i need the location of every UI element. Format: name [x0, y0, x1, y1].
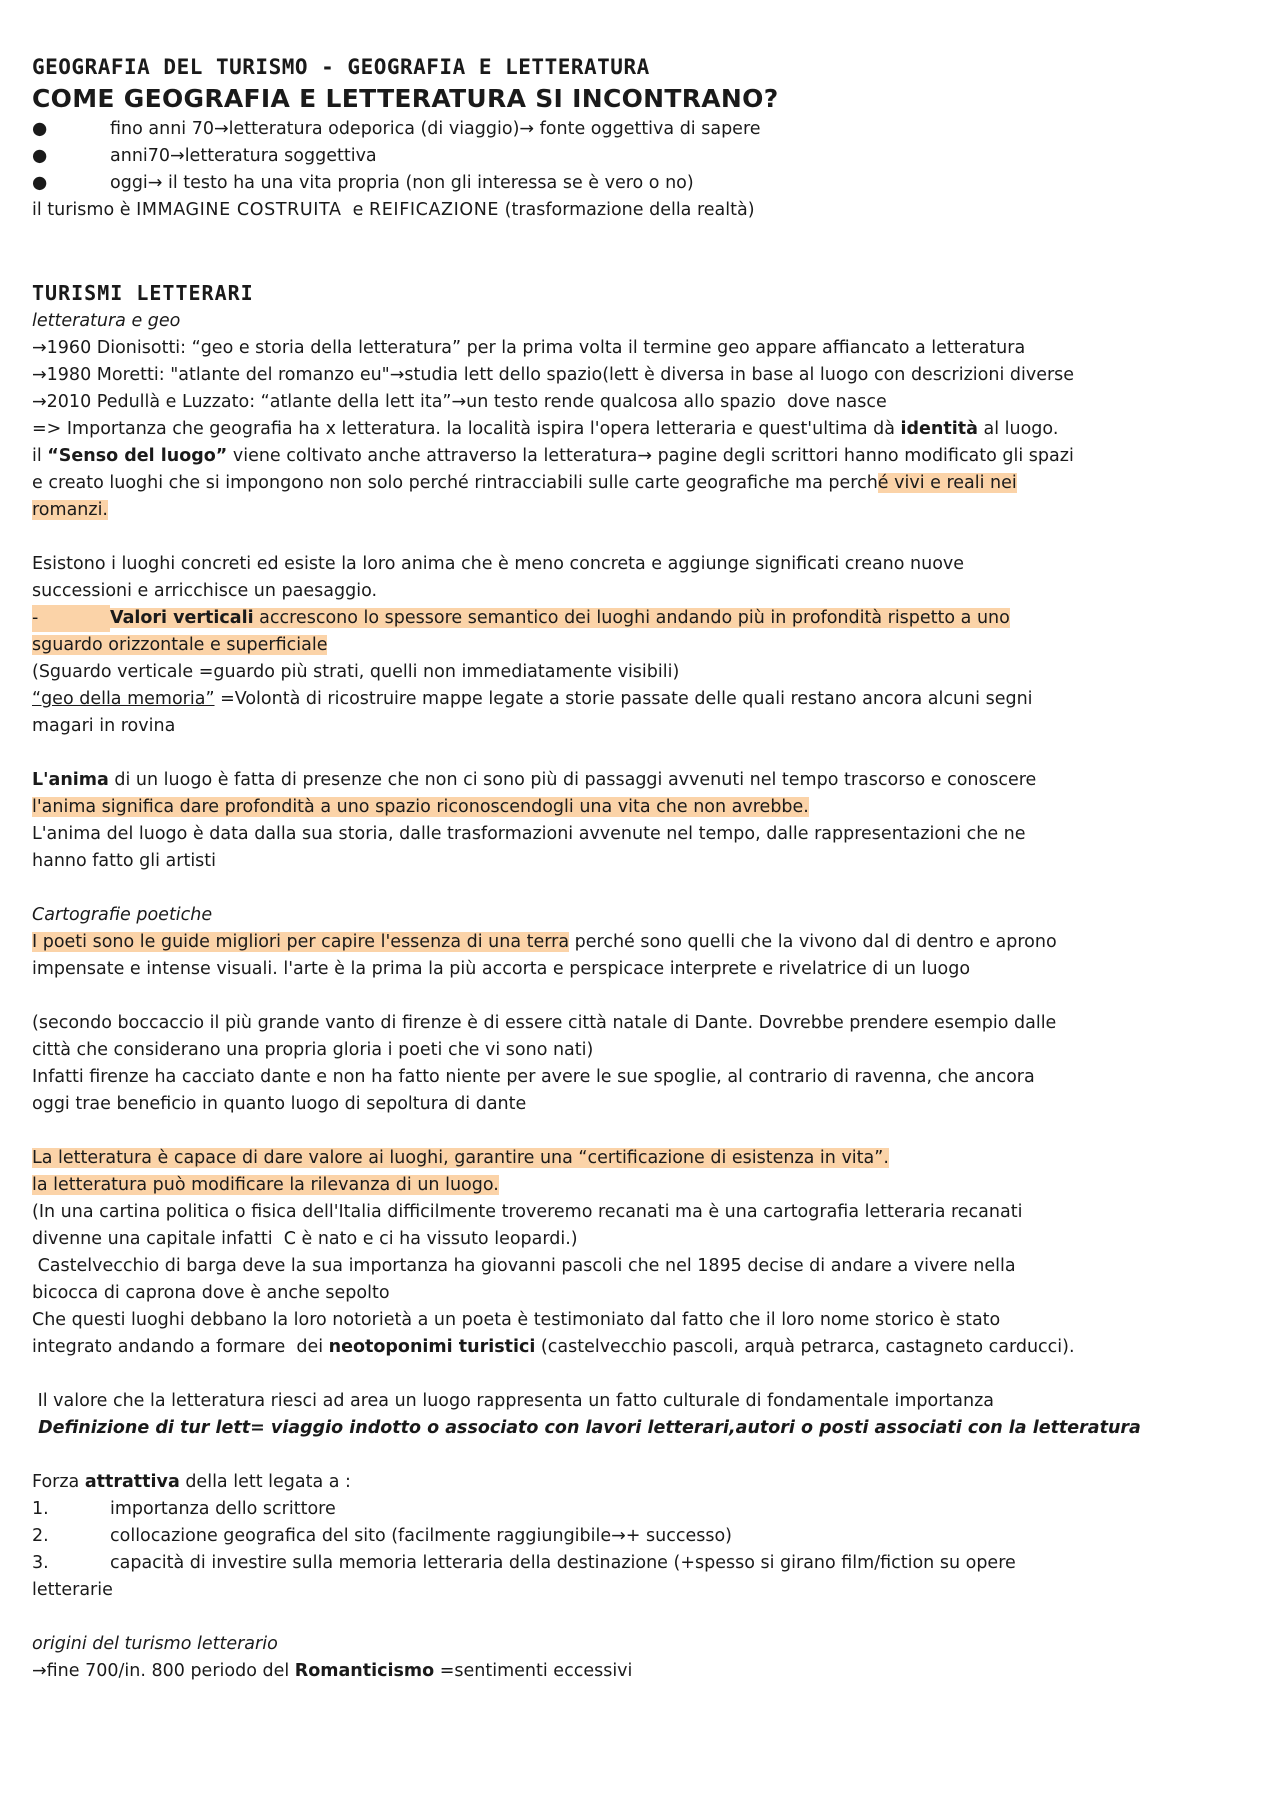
paragraph-line: →1960 Dionisotti: “geo e storia della letteratura” per la prima volta il termine geo appare affiancato a letteratura — [32, 338, 1026, 358]
paragraph-line: (secondo boccaccio il più grande vanto di firenze è di essere città natale di Dante. Dovrebbe prendere esempio dalle — [32, 1013, 1057, 1033]
bullet-text: oggi→ il testo ha una vita propria (non gli interessa se è vero o no) — [110, 173, 694, 193]
paragraph-line: divenne una capitale infatti C è nato e ci ha vissuto leopardi.) — [32, 1229, 578, 1249]
highlighted-text: accrescono lo spessore semantico dei luoghi andando più in profondità rispetto a uno — [253, 608, 1010, 628]
intro-bullet — [32, 170, 1248, 197]
document-topic-heading: GEOGRAFIA DEL TURISMO - GEOGRAFIA E LETTERATURA — [32, 55, 650, 79]
highlighted-text: é vivi e reali nei — [877, 473, 1017, 493]
reificazione-term: REIFICAZIONE — [369, 200, 500, 220]
item-text: collocazione geografica del sito (facilmente raggiungibile→+ successo) — [110, 1526, 733, 1546]
text-run: di un luogo è fatta di presenze che non ci sono più di passaggi avvenuti nel tempo trascorso e conoscere — [108, 770, 1037, 790]
paragraph-line — [32, 632, 1248, 659]
item-number: 2. — [32, 1526, 49, 1546]
paragraph-line — [32, 1469, 1248, 1496]
subtitle-letteratura-e-geo: letteratura e geo — [32, 311, 181, 331]
item-text: importanza dello scrittore — [110, 1499, 336, 1519]
paragraph-line: letterarie — [32, 1580, 113, 1600]
text-run: perché sono quelli che la vivono dal di dentro e aprono — [569, 932, 1057, 952]
dash-mark: - — [32, 605, 110, 632]
text-run: => Importanza che geografia ha x letteratura. la località ispira l'opera letteraria e quest'ultima dà — [32, 419, 901, 439]
document-question-title: COME GEOGRAFIA E LETTERATURA SI INCONTRANO? — [32, 84, 779, 113]
paragraph-line: Che questi luoghi debbano la loro notorietà a un poeta è testimoniato dal fatto che il loro nome storico è stato — [32, 1310, 1001, 1330]
text-run: il turismo è — [32, 200, 137, 220]
paragraph-line — [32, 1334, 1248, 1361]
bold-term: attrattiva — [84, 1472, 180, 1492]
text-run: →fine 700/in. 800 periodo del — [32, 1661, 295, 1681]
subtitle-origini: origini del turismo letterario — [32, 1634, 278, 1654]
spacer — [32, 1118, 1248, 1145]
tourism-definition-line — [32, 197, 1248, 224]
item-text: capacità di investire sulla memoria letteraria della destinazione (+spesso si girano film/fiction su opere — [110, 1553, 1016, 1573]
paragraph-line: Infatti firenze ha cacciato dante e non ha fatto niente per avere le sue spoglie, al contrario di ravenna, che ancora — [32, 1067, 1035, 1087]
numbered-item — [32, 1550, 1248, 1577]
paragraph-line: bicocca di caprona dove è anche sepolto — [32, 1283, 390, 1303]
section-title-turismi-letterari: TURISMI LETTERARI — [32, 281, 254, 305]
definition-line: Definizione di tur lett= viaggio indotto o associato con lavori letterari,autori o posti associati con la letteratura — [32, 1418, 1141, 1438]
bold-term: Romanticismo — [294, 1661, 435, 1681]
highlighted-text: l'anima significa dare profondità a uno spazio riconoscendogli una vita che non avrebbe. — [32, 797, 809, 817]
text-run: al luogo. — [977, 419, 1059, 439]
text-run: (trasformazione della realtà) — [499, 200, 755, 220]
paragraph-line — [32, 1658, 1248, 1685]
text-run: Forza — [32, 1472, 85, 1492]
paragraph-line — [32, 794, 1248, 821]
numbered-item — [32, 1496, 1248, 1523]
text-run: il — [32, 446, 48, 466]
paragraph-line — [32, 416, 1248, 443]
item-number: 1. — [32, 1499, 49, 1519]
paragraph-line: Esistono i luoghi concreti ed esiste la loro anima che è meno concreta e aggiunge significati creano nuove — [32, 554, 965, 574]
text-run: e creato luoghi che si impongono non solo perché rintracciabili sulle carte geografiche ma perch — [32, 473, 878, 493]
highlighted-text: I poeti sono le guide migliori per capire l'essenza di una terra — [32, 932, 570, 952]
paragraph-line — [32, 497, 1248, 524]
paragraph-line — [32, 443, 1248, 470]
paragraph-line: città che considerano una propria gloria i poeti che vi sono nati) — [32, 1040, 594, 1060]
paragraph-line: oggi trae beneficio in quanto luogo di sepoltura di dante — [32, 1094, 527, 1114]
text-run: della lett legata a : — [179, 1472, 351, 1492]
spacer — [32, 1442, 1248, 1469]
intro-bullet — [32, 116, 1248, 143]
highlighted-text: La letteratura è capace di dare valore ai luoghi, garantire una “certificazione di esistenza in vita”. — [32, 1148, 889, 1168]
paragraph-line: (In una cartina politica o fisica dell'Italia difficilmente troveremo recanati ma è una cartografia letteraria recanati — [32, 1202, 1023, 1222]
subtitle-cartografie-poetiche: Cartografie poetiche — [32, 905, 213, 925]
paragraph-line — [32, 767, 1248, 794]
bullet-text: anni70→letteratura soggettiva — [110, 146, 377, 166]
paragraph-line: magari in rovina — [32, 716, 176, 736]
paragraph-line: (Sguardo verticale =guardo più strati, quelli non immediatamente visibili) — [32, 662, 680, 682]
paragraph-line: impensate e intense visuali. l'arte è la prima la più accorta e perspicace interprete e rivelatrice di un luogo — [32, 959, 971, 979]
paragraph-line — [32, 1145, 1248, 1172]
immagine-costruita-term: IMMAGINE COSTRUITA — [136, 200, 342, 220]
paragraph-line: successioni e arricchisce un paesaggio. — [32, 581, 378, 601]
text-run: e — [341, 200, 370, 220]
bold-term: neotoponimi turistici — [328, 1337, 536, 1357]
numbered-item — [32, 1523, 1248, 1550]
paragraph-line — [32, 686, 1248, 713]
valori-verticali-item — [32, 605, 1248, 632]
spacer — [32, 875, 1248, 902]
paragraph-line — [32, 1172, 1248, 1199]
bold-term: Valori verticali — [110, 608, 254, 628]
bold-term: L'anima — [32, 770, 109, 790]
highlighted-text: sguardo orizzontale e superficiale — [32, 635, 328, 655]
document-page — [32, 52, 1248, 1685]
bullet-text: fino anni 70→letteratura odeporica (di viaggio)→ fonte oggettiva di sapere — [110, 119, 761, 139]
bold-term: identità — [900, 419, 978, 439]
text-run: viene coltivato anche attraverso la letteratura→ pagine degli scrittori hanno modificato gli spazi — [227, 446, 1074, 466]
text-run: =sentimenti eccessivi — [434, 1661, 633, 1681]
underlined-term: “geo della memoria” — [32, 689, 215, 709]
intro-bullet — [32, 143, 1248, 170]
bold-term: “Senso del luogo” — [47, 446, 228, 466]
paragraph-line: hanno fatto gli artisti — [32, 851, 217, 871]
bullet-dot: ● — [32, 119, 48, 139]
paragraph-line: Il valore che la letteratura riesci ad area un luogo rappresenta un fatto culturale di fondamentale importanza — [32, 1391, 994, 1411]
item-number: 3. — [32, 1553, 49, 1573]
paragraph-line: Castelvecchio di barga deve la sua importanza ha giovanni pascoli che nel 1895 decise di andare a vivere nella — [32, 1256, 1016, 1276]
paragraph-line: →1980 Moretti: "atlante del romanzo eu"→studia lett dello spazio(lett è diversa in base al luogo con descrizioni diverse — [32, 365, 1075, 385]
spacer — [32, 740, 1248, 767]
spacer — [32, 1361, 1248, 1388]
valori-verticali-text — [110, 605, 1248, 632]
spacer — [32, 1604, 1248, 1631]
text-run: integrato andando a formare dei — [32, 1337, 329, 1357]
spacer — [32, 224, 1248, 278]
bullet-dot: ● — [32, 146, 48, 166]
text-run: =Volontà di ricostruire mappe legate a storie passate delle quali restano ancora alcuni segni — [214, 689, 1033, 709]
paragraph-line — [32, 929, 1248, 956]
paragraph-line — [32, 470, 1248, 497]
paragraph-line: →2010 Pedullà e Luzzato: “atlante della lett ita”→un testo rende qualcosa allo spazio dove nasce — [32, 392, 887, 412]
spacer — [32, 524, 1248, 551]
bullet-dot: ● — [32, 173, 48, 193]
paragraph-line: L'anima del luogo è data dalla sua storia, dalle trasformazioni avvenute nel tempo, dalle rappresentazioni che ne — [32, 824, 1026, 844]
highlighted-text: la letteratura può modificare la rilevanza di un luogo. — [32, 1175, 499, 1195]
text-run: (castelvecchio pascoli, arquà petrarca, castagneto carducci). — [535, 1337, 1075, 1357]
highlighted-text: romanzi. — [32, 500, 108, 520]
spacer — [32, 983, 1248, 1010]
